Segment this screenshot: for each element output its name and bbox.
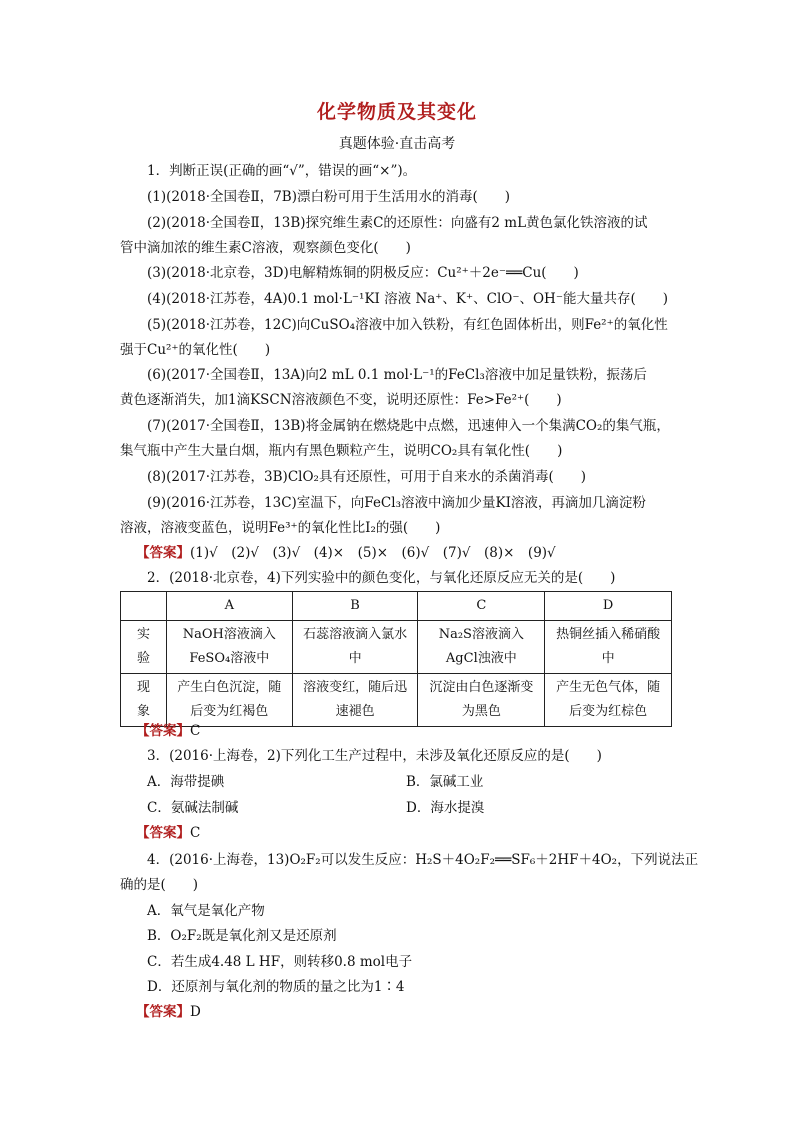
q1-item-5-line2: 强于Cu²⁺的氧化性( ) <box>120 342 271 358</box>
answer-text: C <box>190 825 201 841</box>
q4-option-b: B．O₂F₂既是氧化剂又是还原剂 <box>147 928 337 944</box>
table-row <box>121 674 672 727</box>
q4-answer <box>136 1003 201 1021</box>
table-cell: 产生白色沉淀，随 后变为红褐色 <box>166 674 292 727</box>
page-title: 化学物质及其变化 <box>316 101 477 123</box>
q1-item-2-line1: (2)(2018·全国卷Ⅱ，13B)探究维生素C的还原性：向盛有2 mL黄色氯化铁溶液的试 <box>147 215 648 231</box>
q3-option-a: A．海带提碘 <box>147 774 225 790</box>
q1-item-7-line2: 集气瓶中产生大量白烟，瓶内有黑色颗粒产生，说明CO₂具有氧化性( ) <box>120 443 563 459</box>
q4-stem-line1: 4．(2016·上海卷，13)O₂F₂可以发生反应：H₂S＋4O₂F₂══SF₆＋2HF＋4O₂，下列说法正 <box>147 852 699 868</box>
q2-answer <box>136 722 200 740</box>
q4-stem-line2: 确的是( ) <box>120 877 199 893</box>
answer-tag: 【答案】 <box>136 1004 190 1020</box>
q4-option-d: D．还原剂与氧化剂的物质的量之比为1∶4 <box>147 979 405 995</box>
q1-item-5-line1: (5)(2018·江苏卷，12C)向CuSO₄溶液中加入铁粉，有红色固体析出，则Fe²⁺的氧化性 <box>147 317 668 333</box>
q3-stem: 3．(2016·上海卷，2)下列化工生产过程中，未涉及氧化还原反应的是( ) <box>147 748 602 764</box>
q1-item-1: (1)(2018·全国卷Ⅱ，7B)漂白粉可用于生活用水的消毒( ) <box>147 189 511 205</box>
q3-answer <box>136 824 200 842</box>
page-subtitle: 真题体验·直击高考 <box>338 136 456 152</box>
q3-option-b: B．氯碱工业 <box>406 774 484 790</box>
answer-text: (1)√ (2)√ (3)√ (4)× (5)× (6)√ (7)√ (8)× (9)√ <box>190 545 556 561</box>
table-cell: 石蕊溶液滴入氯水 中 <box>292 621 418 674</box>
answer-tag: 【答案】 <box>136 825 190 841</box>
q1-item-8: (8)(2017·江苏卷，3B)ClO₂具有还原性，可用于自来水的杀菌消毒( ) <box>147 469 586 485</box>
q3-option-c: C．氨碱法制碱 <box>147 800 239 816</box>
q2-stem: 2．(2018·北京卷，4)下列实验中的颜色变化，与氧化还原反应无关的是( ) <box>147 570 616 586</box>
q1-item-4: (4)(2018·江苏卷，4A)0.1 mol·L⁻¹KI 溶液 Na⁺、K⁺、ClO⁻、OH⁻能大量共存( ) <box>147 291 668 307</box>
table-header-cell: C <box>418 592 545 621</box>
q3-option-d: D．海水提溴 <box>406 800 485 816</box>
table-header-cell: A <box>166 592 292 621</box>
q1-item-2-line2: 管中滴加浓的维生素C溶液，观察颜色变化( ) <box>120 240 411 256</box>
q4-option-c: C．若生成4.48 L HF，则转移0.8 mol电子 <box>147 954 413 970</box>
row-label-phenomenon: 现 象 <box>121 674 167 727</box>
table-cell: NaOH溶液滴入 FeSO₄溶液中 <box>166 621 292 674</box>
q1-item-9-line2: 溶液，溶液变蓝色，说明Fe³⁺的氧化性比I₂的强( ) <box>120 520 441 536</box>
table-header-row <box>121 592 672 621</box>
table-header-cell <box>121 592 167 621</box>
answer-tag: 【答案】 <box>136 723 190 739</box>
q1-item-6-line1: (6)(2017·全国卷Ⅱ，13A)向2 mL 0.1 mol·L⁻¹的FeCl₃溶液中加足量铁粉，振荡后 <box>147 367 647 383</box>
table-cell: 产生无色气体，随 后变为红棕色 <box>545 674 672 727</box>
q1-item-6-line2: 黄色逐渐消失，加1滴KSCN溶液颜色不变，说明还原性：Fe>Fe²⁺( ) <box>120 392 562 408</box>
q1-item-9-line1: (9)(2016·江苏卷，13C)室温下，向FeCl₃溶液中滴加少量KI溶液，再滴加几滴淀粉 <box>147 495 646 511</box>
q4-option-a: A．氧气是氧化产物 <box>147 903 265 919</box>
q1-intro: 1．判断正误(正确的画“√”，错误的画“×”)。 <box>147 163 417 179</box>
table-header-cell: D <box>545 592 672 621</box>
row-label-experiment: 实 验 <box>121 621 167 674</box>
table-header-cell: B <box>292 592 418 621</box>
table-cell: 溶液变红，随后迅 速褪色 <box>292 674 418 727</box>
answer-text: D <box>190 1004 201 1020</box>
table-cell: 热铜丝插入稀硝酸 中 <box>545 621 672 674</box>
answer-text: C <box>190 723 201 739</box>
table-row <box>121 621 672 674</box>
table-cell: Na₂S溶液滴入 AgCl浊液中 <box>418 621 545 674</box>
q1-item-7-line1: (7)(2017·全国卷Ⅱ，13B)将金属钠在燃烧匙中点燃，迅速伸入一个集满CO₂的集气瓶， <box>147 418 670 434</box>
experiment-table <box>120 591 672 727</box>
q1-item-3: (3)(2018·北京卷，3D)电解精炼铜的阴极反应：Cu²⁺＋2e⁻══Cu( ) <box>147 265 579 281</box>
table-cell: 沉淀由白色逐渐变 为黑色 <box>418 674 545 727</box>
q1-answer <box>136 544 556 562</box>
answer-tag: 【答案】 <box>136 545 190 561</box>
